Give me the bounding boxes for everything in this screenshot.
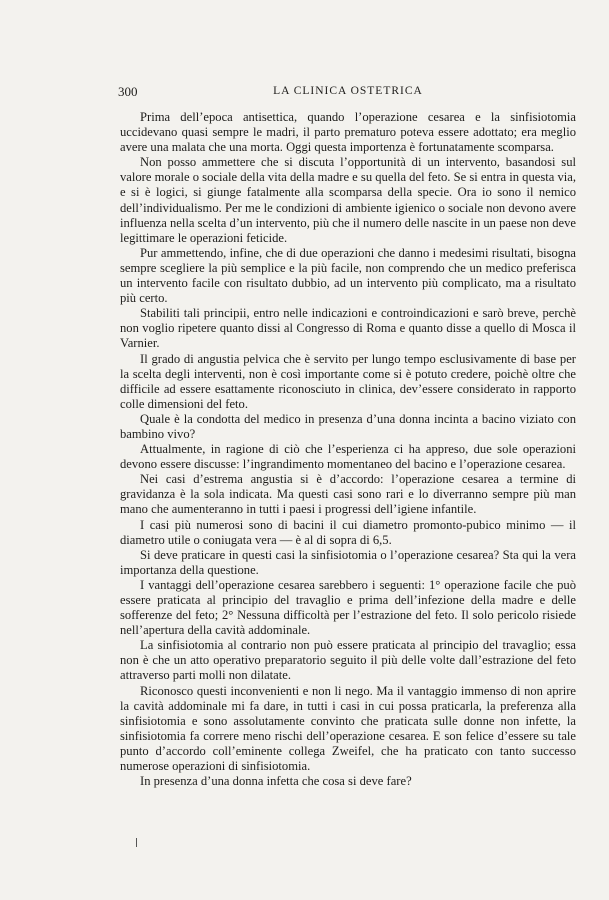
paragraph: Il grado di angustia pelvica che è servito per lungo tempo esclusivamente di base per la scelta degli interventi, non è così importante come si è potuto credere, poichè oltre che difficile ad essere esattamente riconosciuto in clinica, dev’essere considerato in rapporto colle dimensioni del feto.: [120, 351, 576, 411]
paragraph: I casi più numerosi sono di bacini il cui diametro promonto-pubico minimo — il diametro utile o coniugata vera — è al di sopra di 6,5.: [120, 517, 576, 547]
paragraph: Riconosco questi inconvenienti e non li nego. Ma il vantaggio immenso di non aprire la cavità addominale mi fa dare, in tutti i casi in cui possa praticarla, la preferenza alla sinfisiotomia e sono assolutamente convinto che praticata sulle donne non infette, la sinfisiotomia fa correre meno rischi dell’operazione cesarea. E son felice d’essere su tale punto d’accordo coll’eminente collega Zweifel, che ha praticato con tanto successo numerose operazioni di sinfisiotomia.: [120, 683, 576, 774]
page-number: 300: [118, 84, 138, 99]
paragraph: Quale è la condotta del medico in presenza d’una donna incinta a bacino viziato con bambino vivo?: [120, 411, 576, 441]
paragraph: Attualmente, in ragione di ciò che l’esperienza ci ha appreso, due sole operazioni devono essere discusse: l’ingrandimento momentaneo del bacino e l’operazione cesarea.: [120, 442, 576, 472]
paragraph: Prima dell’epoca antisettica, quando l’operazione cesarea e la sinfisiotomia uccidevano quasi sempre le madri, il parto prematuro poteva essere adottato; era meglio avere una malata che una morta. Oggi questa importenza è fortunatamente scomparsa.: [120, 110, 576, 155]
running-head: LA CLINICA OSTETRICA: [273, 85, 423, 97]
paragraph: Si deve praticare in questi casi la sinfisiotomia o l’operazione cesarea? Sta qui la vera importanza della questione.: [120, 547, 576, 577]
paragraph: Stabiliti tali principii, entro nelle indicazioni e controindicazioni e sarò breve, perchè non voglio ripetere quanto dissi al Congresso di Roma e quanto disse a quello di Mosca il Varnier.: [120, 306, 576, 351]
margin-mark: [136, 838, 137, 847]
page-header: [118, 84, 578, 100]
paragraph: Nei casi d’estrema angustia si è d’accordo: l’operazione cesarea a termine di gravidanza è la sola indicata. Ma questi casi sono rari e lo diverranno sempre più man mano che aumenteranno in tutti i paesi i progressi dell’igiene infantile.: [120, 472, 576, 517]
paragraph: Non posso ammettere che si discuta l’opportunità di un intervento, basandosi sul valore morale o sociale della vita della madre e su quella del feto. Se si entra in questa via, e si è logici, si giunge fatalmente alla scomparsa della specie. Ora io sono il nemico dell’individualismo. Per me le condizioni di ambiente igienico o sociale non devono avere influenza nella scelta d’un intervento, più che il numero delle nascite in un paese non deve legittimare le operazioni feticide.: [120, 155, 577, 245]
paragraph: Pur ammettendo, infine, che di due operazioni che danno i medesimi risultati, bisogna sempre scegliere la più semplice e la più facile, non comprendo che un medico preferisca un intervento facile con risultato dubbio, ad un intervento più complicato, ma a risultato più certo.: [120, 245, 576, 306]
body-text: [120, 110, 576, 789]
paragraph: I vantaggi dell’operazione cesarea sarebbero i seguenti: 1° operazione facile che può essere praticata al principio del travaglio e prima dell’infezione della madre e delle sofferenze del feto; 2° Nessuna difficoltà per l’estrazione del feto. Il solo pericolo risiede nell’apertura della cavità addominale.: [120, 577, 576, 638]
paragraph: In presenza d’una donna infetta che cosa si deve fare?: [140, 774, 412, 789]
paragraph: La sinfisiotomia al contrario non può essere praticata al principio del travaglio; essa non è che un atto operativo preparatorio seguito il più delle volte dall’estrazione del feto attraverso parti molli non dilatate.: [120, 638, 576, 683]
